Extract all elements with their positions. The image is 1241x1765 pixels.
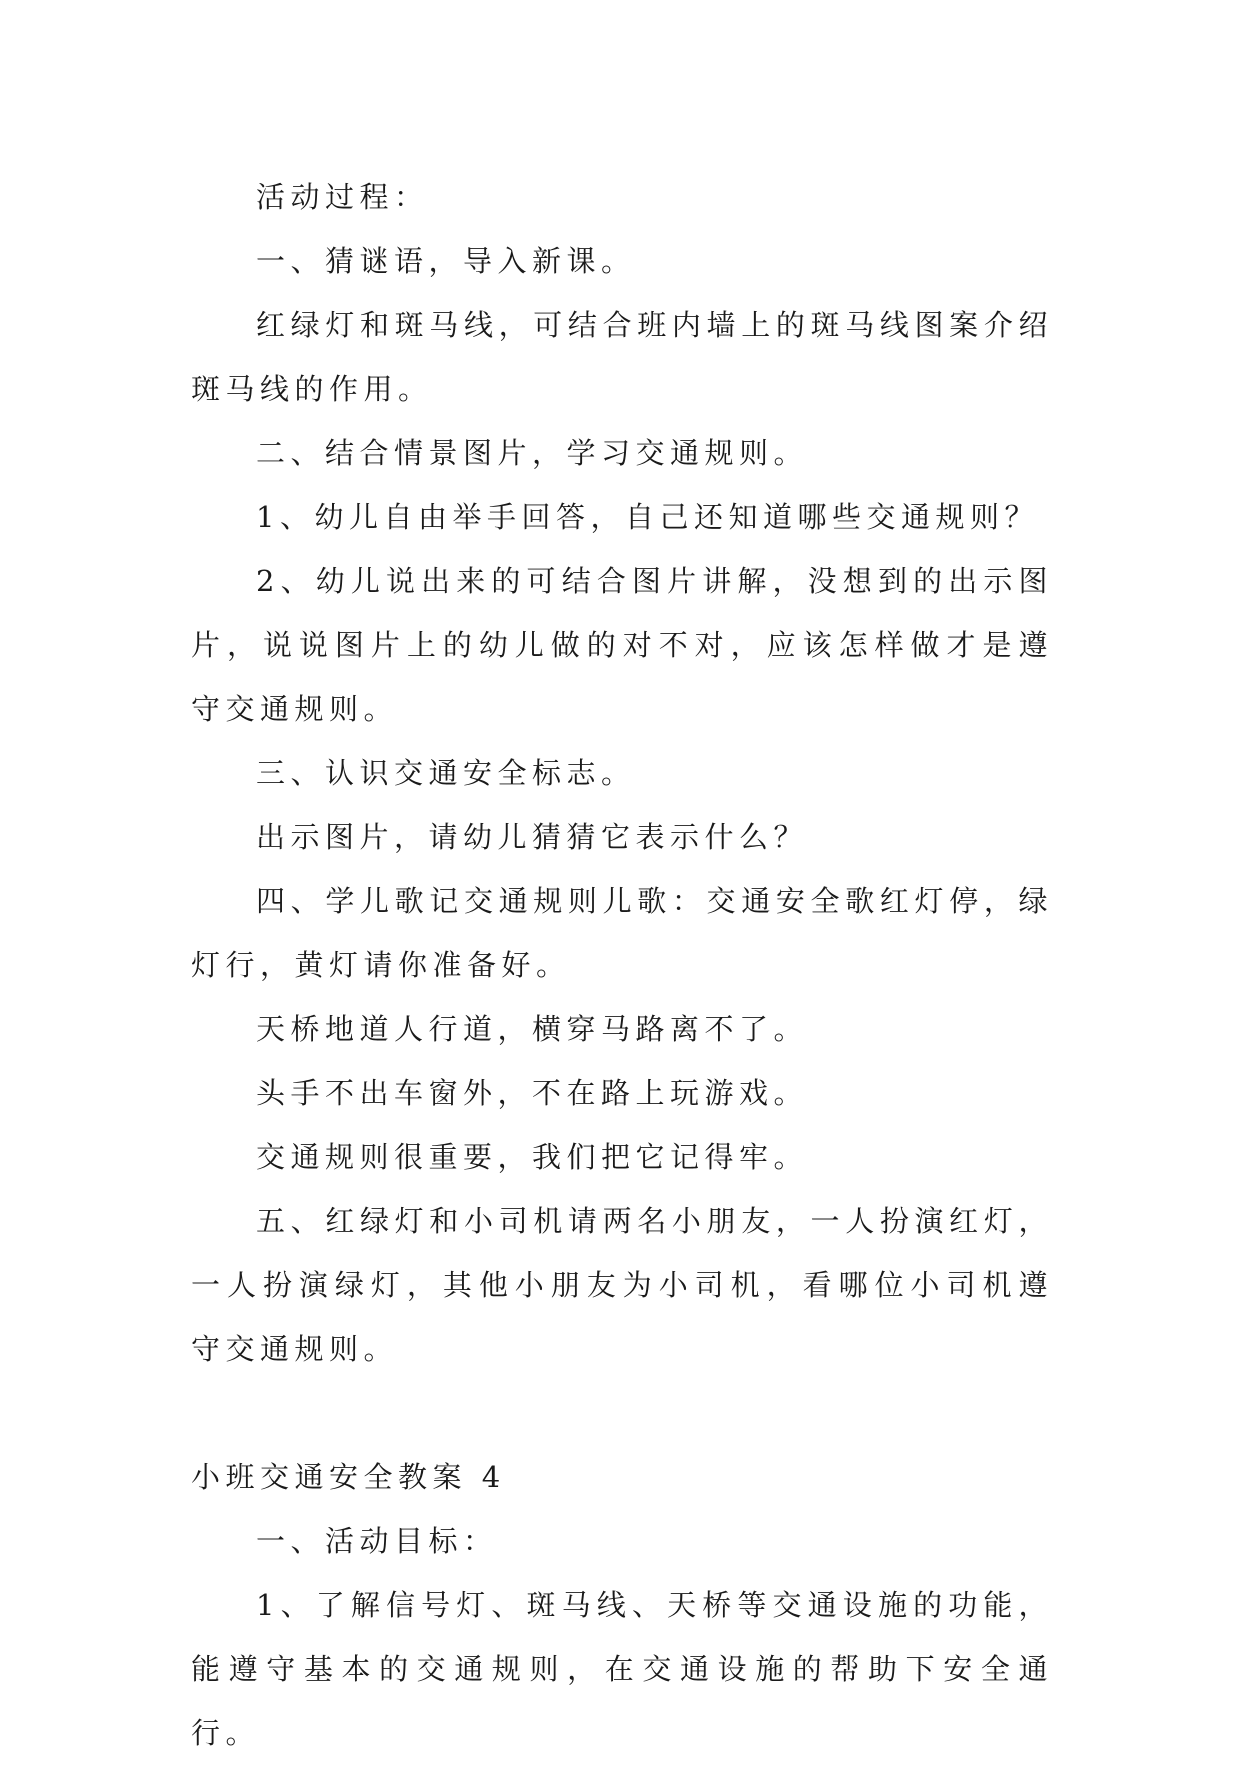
paragraph-step-2: 二、结合情景图片，学习交通规则。 bbox=[256, 436, 809, 470]
paragraph-activity-process: 活动过程： bbox=[256, 180, 429, 214]
paragraph-step-3: 三、认识交通安全标志。 bbox=[256, 756, 636, 790]
paragraph-zebra-crossing: 红绿灯和斑马线，可结合班内墙上的斑马线图案介绍斑马线的作用。 bbox=[191, 308, 1053, 406]
paragraph-objective-1: 1、了解信号灯、斑马线、天桥等交通设施的功能，能遵守基本的交通规则，在交通设施的帮助下安全通行。 bbox=[191, 1588, 1053, 1750]
paragraph-step-5: 五、红绿灯和小司机请两名小朋友，一人扮演红灯，一人扮演绿灯，其他小朋友为小司机，看哪位小司机遵守交通规则。 bbox=[191, 1204, 1053, 1366]
paragraph-song-line-3: 交通规则很重要，我们把它记得牢。 bbox=[256, 1140, 809, 1174]
paragraph-song-line-1: 天桥地道人行道，横穿马路离不了。 bbox=[256, 1012, 809, 1046]
section-title: 小班交通安全教案 4 bbox=[191, 1460, 506, 1494]
paragraph-objectives: 一、活动目标： bbox=[256, 1524, 498, 1558]
paragraph-show-pictures: 出示图片，请幼儿猜猜它表示什么？ bbox=[256, 820, 809, 854]
paragraph-step-4: 四、学儿歌记交通规则儿歌：交通安全歌红灯停，绿灯行，黄灯请你准备好。 bbox=[191, 884, 1053, 982]
paragraph-song-line-2: 头手不出车窗外，不在路上玩游戏。 bbox=[256, 1076, 809, 1110]
paragraph-item-1: 1、幼儿自由举手回答，自己还知道哪些交通规则？ bbox=[256, 500, 1039, 534]
paragraph-item-2: 2、幼儿说出来的可结合图片讲解，没想到的出示图片，说说图片上的幼儿做的对不对，应该怎样做才是遵守交通规则。 bbox=[191, 564, 1053, 726]
document-body bbox=[191, 165, 1053, 1765]
paragraph-step-1: 一、猜谜语，导入新课。 bbox=[256, 244, 636, 278]
